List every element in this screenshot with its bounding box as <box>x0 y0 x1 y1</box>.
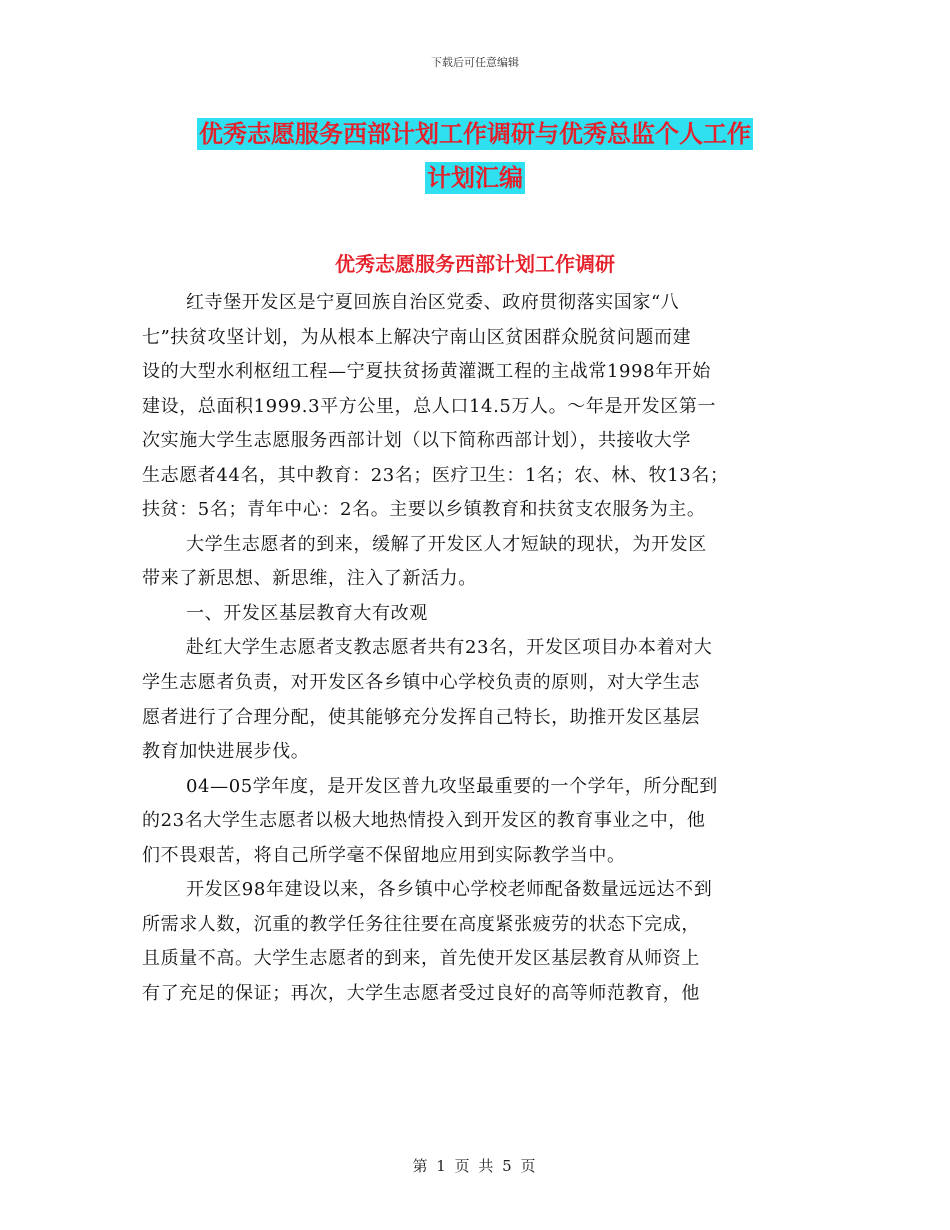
body-line: 开发区98年建设以来，各乡镇中心学校老师配备数量远远达不到 <box>186 879 713 901</box>
document-title <box>100 112 850 200</box>
title-line-2: 计划汇编 <box>427 164 523 192</box>
body-line: 教育加快进展步伐。 <box>142 741 310 763</box>
body-line: 有了充足的保证；再次，大学生志愿者受过良好的高等师范教育，他 <box>142 982 700 1004</box>
body-line: 大学生志愿者的到来，缓解了开发区人才短缺的现状，为开发区 <box>186 533 707 555</box>
body-line: 04—05学年度，是开发区普九攻坚最重要的一个学年，所分配到 <box>186 775 718 797</box>
body-line: 红寺堡开发区是宁夏回族自治区党委、政府贯彻落实国家“八 <box>186 292 680 313</box>
page-footer: 第 1 页 共 5 页 <box>412 1157 538 1175</box>
body-line: 且质量不高。大学生志愿者的到来，首先使开发区基层教育从师资上 <box>142 948 700 970</box>
body-line: 七”扶贫攻坚计划，为从根本上解决宁南山区贫困群众脱贫问题而建 <box>142 326 692 348</box>
body-line: 的23名大学生志愿者以极大地热情投入到开发区的教育事业之中，他 <box>142 810 706 832</box>
body-line: 次实施大学生志愿服务西部计划（以下简称西部计划），共接收大学 <box>142 430 691 452</box>
body-line: 所需求人数，沉重的教学任务往往要在高度紧张疲劳的状态下完成， <box>142 913 700 935</box>
body-line: 赴红大学生志愿者支教志愿者共有23名，开发区项目办本着对大 <box>186 637 713 659</box>
body-line: 们不畏艰苦，将自己所学毫不保留地应用到实际教学当中。 <box>142 844 626 866</box>
body-text <box>142 286 812 1011</box>
title-line-1: 优秀志愿服务西部计划工作调研与优秀总监个人工作 <box>199 120 751 148</box>
body-line: 生志愿者44名，其中教育：23名；医疗卫生：1名；农、林、牧13名； <box>142 464 729 486</box>
body-heading: 一、开发区基层教育大有改观 <box>186 602 428 624</box>
section-title: 优秀志愿服务西部计划工作调研 <box>335 252 615 276</box>
body-line: 学生志愿者负责，对开发区各乡镇中心学校负责的原则，对大学生志 <box>142 672 700 694</box>
body-line: 带来了新思想、新思维，注入了新活力。 <box>142 568 477 590</box>
body-line: 建设，总面积1999.3平方公里，总人口14.5万人。～年是开发区第一 <box>142 395 717 417</box>
header-note: 下载后可任意编辑 <box>431 56 519 69</box>
body-line: 扶贫：5名；青年中心：2名。主要以乡镇教育和扶贫支农服务为主。 <box>142 499 706 521</box>
body-line: 设的大型水利枢纽工程—宁夏扶贫扬黄灌溉工程的主战常1998年开始 <box>142 361 712 383</box>
body-line: 愿者进行了合理分配，使其能够充分发挥自己特长，助推开发区基层 <box>142 706 700 728</box>
